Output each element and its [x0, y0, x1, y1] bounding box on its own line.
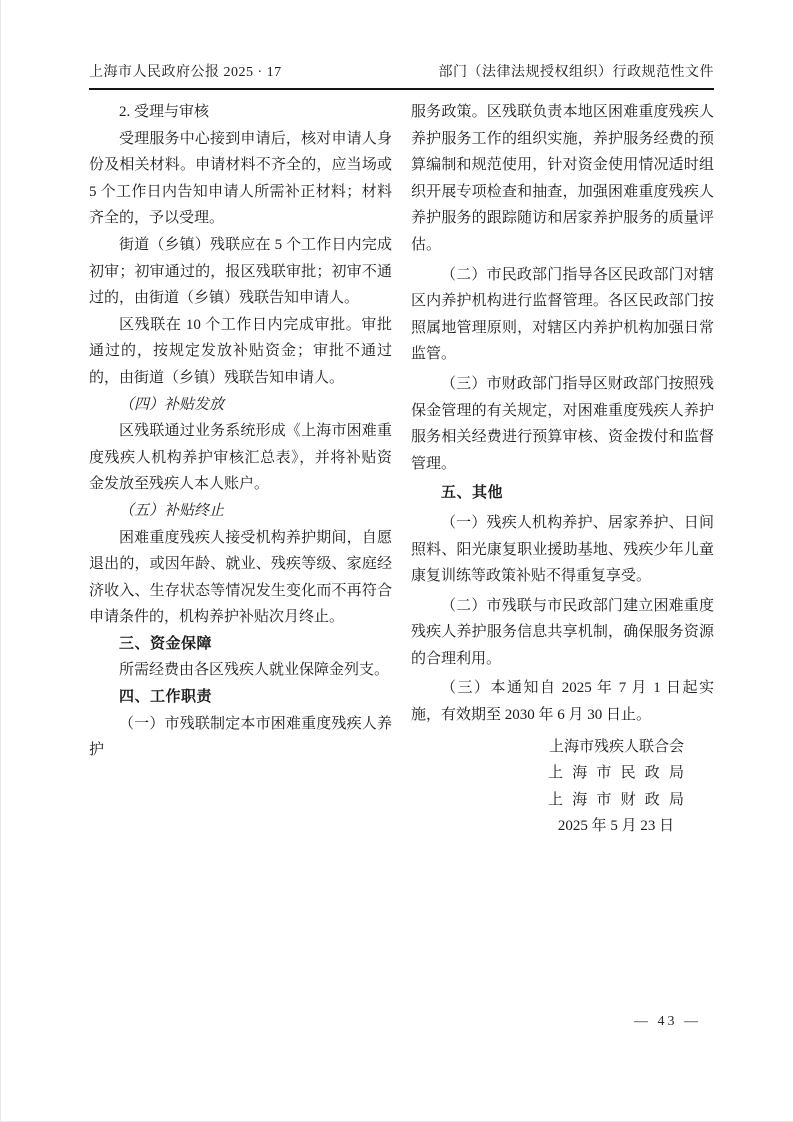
subsection-heading-subsidy-end: （五）补贴终止: [119, 502, 225, 519]
paragraph: 街道（乡镇）残联应在 5 个工作日内完成初审；初审通过的，报区残联审批；初审不通过的，由街道（乡镇）残联告知申请人。: [89, 236, 392, 307]
paragraph: 受理服务中心接到申请后，核对申请人身份及相关材料。申请材料不齐全的，应当场或 5 个工作日内告知申请人所需补正材料；材料齐全的，予以受理。: [89, 130, 392, 227]
page-number: — 43 —: [634, 1014, 701, 1029]
page-footer: [89, 1014, 714, 1030]
header-section-title: 部门（法律法规授权组织）行政规范性文件: [438, 65, 714, 80]
subsection-number-heading: 2. 受理与审核: [119, 104, 210, 120]
paragraph: （二）市残联与市民政部门建立困难重度残疾人养护服务信息共享机制，确保服务资源的合理利用。: [411, 597, 714, 667]
left-column: [89, 99, 392, 840]
signature-block: [411, 734, 714, 840]
header-gazette-title: 上海市人民政府公报 2025 · 17: [89, 65, 282, 80]
signature-org-finance: 上海市财政局: [548, 791, 684, 808]
body-columns: [89, 99, 714, 840]
header-rule: [89, 88, 714, 90]
paragraph: （三）市财政部门指导区财政部门按照残保金管理的有关规定，对困难重度残疾人养护服务相关经费进行预算审核、资金拨付和监督管理。: [411, 375, 714, 472]
paragraph: （一）市残联制定本市困难重度残疾人养护: [89, 715, 392, 759]
right-column: [411, 99, 714, 840]
section-heading-other: 五、其他: [441, 484, 504, 502]
section-heading-funding: 三、资金保障: [119, 634, 213, 652]
signature-org-federation: 上海市残疾人联合会: [548, 738, 684, 755]
signature-org-civil-affairs: 上海市民政局: [548, 765, 684, 782]
page-header: [89, 61, 714, 81]
paragraph: 区残联在 10 个工作日内完成审批。审批通过的，按规定发放补贴资金；审批不通过的，由街道（乡镇）残联告知申请人。: [89, 316, 392, 386]
paragraph-continuation: 服务政策。区残联负责本地区困难重度残疾人养护服务工作的组织实施，养护服务经费的预算编制和规范使用，针对资金使用情况适时组织开展专项检查和抽查，加强困难重度残疾人养护服务的跟踪随访和居家养护服务的质量评估。: [411, 104, 714, 253]
paragraph: （二）市民政部门指导各区民政部门对辖区内养护机构进行监督管理。各区民政部门按照属地管理原则，对辖区内养护机构加强日常监管。: [411, 266, 714, 363]
paragraph: 所需经费由各区残疾人就业保障金列支。: [119, 662, 390, 679]
paragraph: （一）残疾人机构养护、居家养护、日间照料、阳光康复职业援助基地、残疾少年儿童康复训练等政策补贴不得重复享受。: [411, 514, 714, 585]
paragraph: 区残联通过业务系统形成《上海市困难重度残疾人机构养护审核汇总表》，并将补贴资金发放至残疾人本人账户。: [89, 423, 392, 493]
section-heading-duties: 四、工作职责: [119, 688, 213, 706]
subsection-heading-subsidy-issue: （四）补贴发放: [119, 396, 225, 413]
paragraph: 困难重度残疾人接受机构养护期间，自愿退出的，或因年龄、就业、残疾等级、家庭经济收入、生存状态等情况发生变化而不再符合申请条件的，机构养护补贴次月终止。: [89, 529, 392, 626]
paragraph: （三）本通知自 2025 年 7 月 1 日起实施，有效期至 2030 年 6 月 30 日止。: [411, 680, 714, 724]
signature-date: 2025 年 5 月 23 日: [557, 818, 675, 835]
